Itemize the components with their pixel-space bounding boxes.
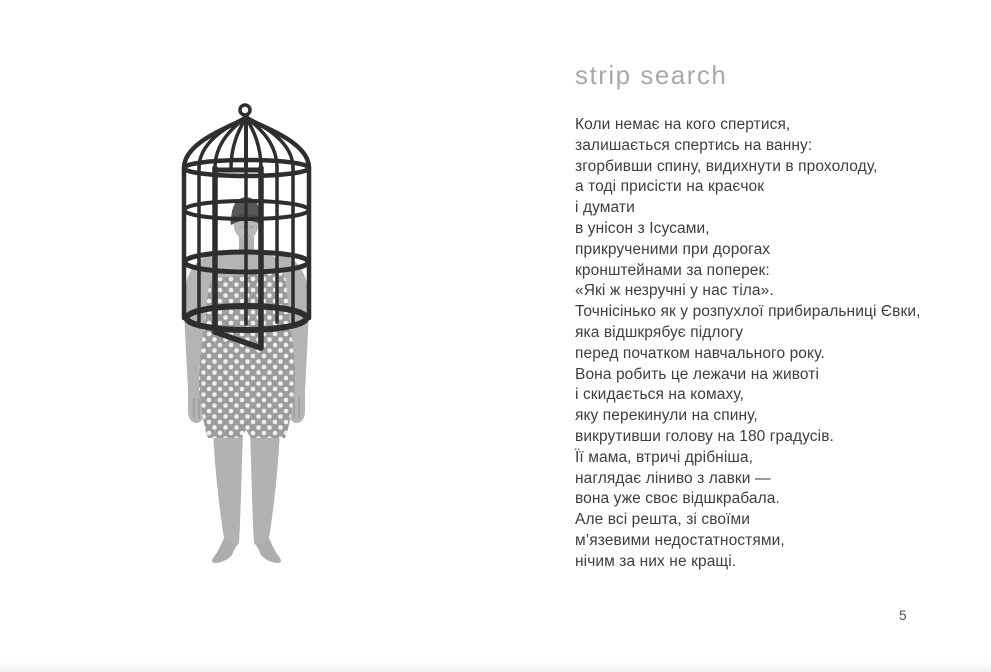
page-number: 5 [899, 608, 907, 623]
poem-line: Її мама, втричі дрібніша, [575, 448, 754, 466]
poem-line: в унісон з Ісусами, [575, 219, 710, 237]
poem-line: кронштейнами за поперек: [575, 261, 770, 279]
poem-line: вона уже своє відшкрабала. [575, 490, 780, 508]
poem-line: і скидається на комаху, [575, 386, 745, 404]
poem-line: яка відшкрябує підлогу [575, 323, 744, 341]
poem-line: Вона робить це лежачи на животі [575, 365, 820, 383]
poem-title: strip search [575, 60, 728, 90]
poem-line: Точнісінько як у розпухлої прибиральниці Євки, [575, 303, 921, 321]
poem-line: а тоді присісти на краєчок [575, 178, 765, 196]
poem-line: наглядає ліниво з лавки — [575, 469, 771, 487]
poem-line: викрутивши голову на 180 градусів. [575, 427, 834, 445]
poem-line: Коли немає на кого спертися, [575, 116, 791, 133]
poem-line: і думати [575, 199, 635, 217]
birdcage-woman-graphic [173, 100, 325, 575]
poem-line: нічим за них не кращі. [575, 552, 737, 570]
illustration-woman-in-birdcage [173, 100, 325, 575]
poem-line: прикрученими при дорогах [575, 240, 771, 258]
poem-line: «Які ж незручні у нас тіла». [575, 282, 774, 300]
poem-line: яку перекинули на спину, [575, 407, 758, 425]
poem-body [575, 115, 965, 573]
poem-line: перед початком навчального року. [575, 344, 825, 362]
poem-line: згорбивши спину, видихнути в прохолоду, [575, 157, 878, 175]
poem-line: Але всі решта, зі своїми [575, 511, 751, 529]
poem-line: м’язевими недостатностями, [575, 531, 785, 549]
poem-line: залишається спертись на ванну: [575, 136, 813, 154]
birdcage [184, 105, 309, 348]
poem-section [575, 60, 965, 573]
